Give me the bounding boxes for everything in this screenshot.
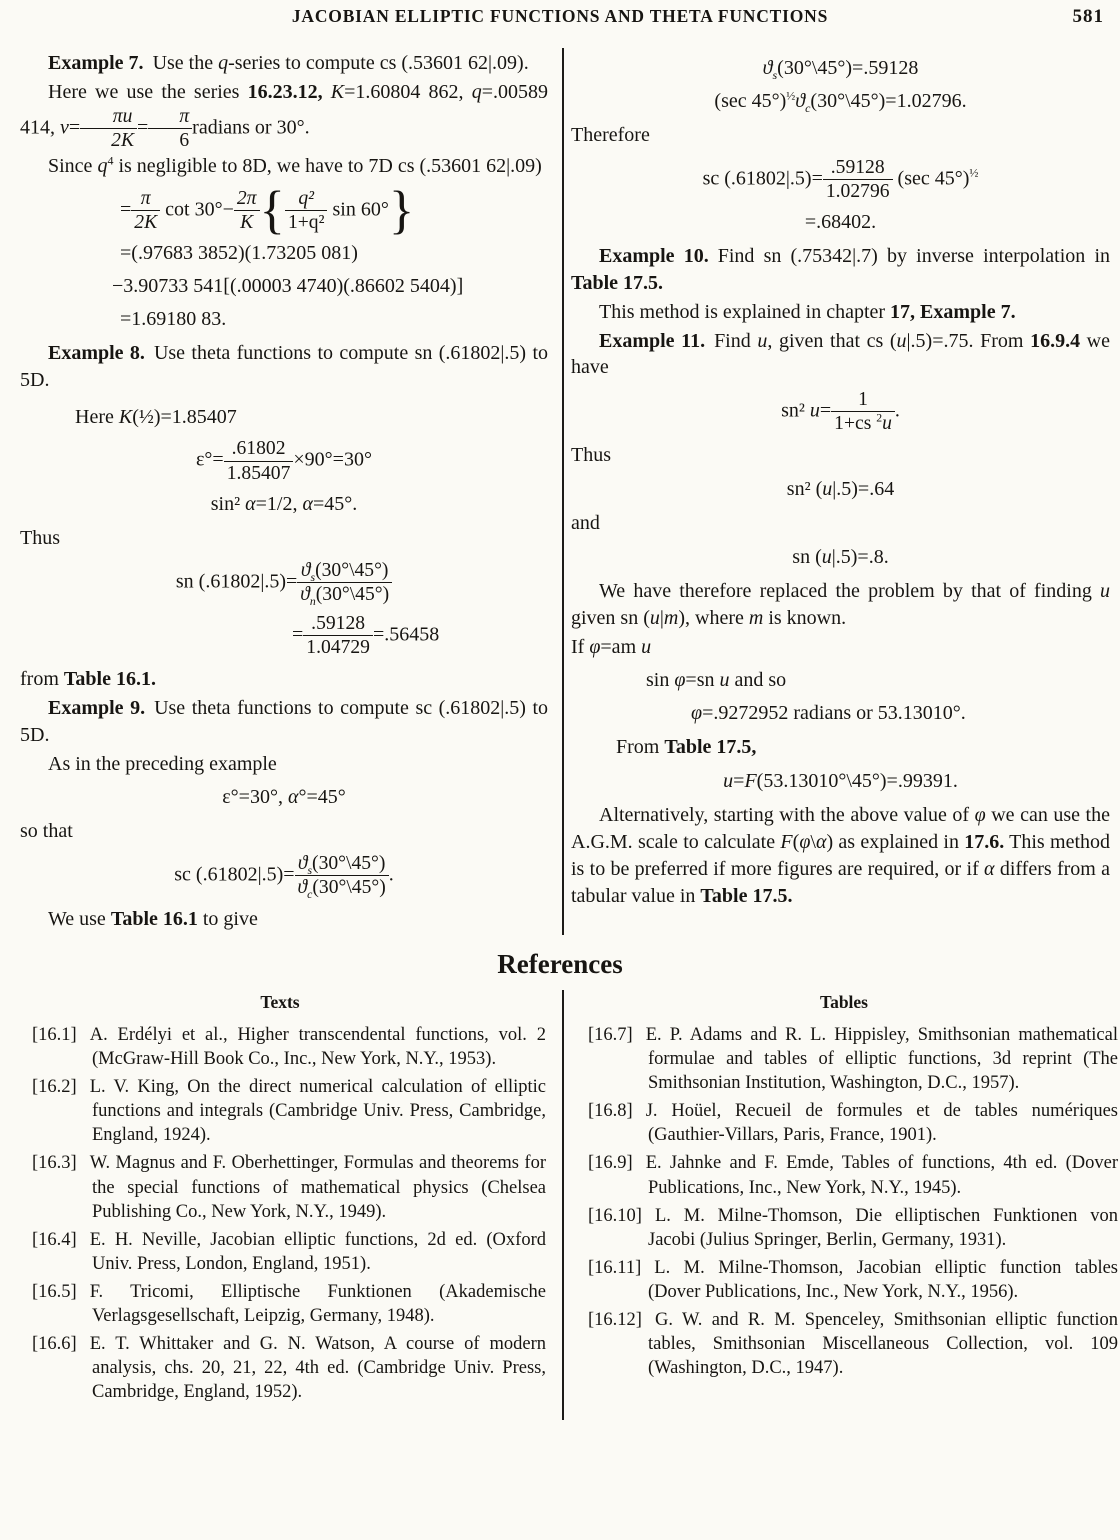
- reference-entry: [14, 1151, 546, 1223]
- text-run: sc (.61802|.5)=: [702, 167, 823, 190]
- text-run: If: [571, 635, 590, 658]
- variable: u: [896, 329, 907, 352]
- theta-symbol: ϑ: [795, 90, 806, 112]
- reference-label: [16.7]: [588, 1025, 633, 1046]
- text-run: =1.60804 862,: [344, 80, 472, 103]
- fraction-denominator: [297, 583, 392, 608]
- example-9-label: Example 9.: [48, 696, 146, 719]
- variable: φ: [691, 702, 703, 725]
- reference-text: E. T. Whittaker and G. N. Watson, A course of modern analysis, chs. 20, 21, 22, 4th ed. (Cambridge Univ. Press, Cambridge, England, 1952).: [89, 1333, 546, 1402]
- text-run: =sn: [685, 669, 720, 692]
- sn-value-equation: [571, 545, 1110, 570]
- example-columns: [0, 48, 1120, 935]
- sc-result-equation: =.68402.: [804, 211, 877, 234]
- reference-entry: [570, 1204, 1118, 1252]
- variable: φ: [674, 669, 686, 692]
- variable: u: [641, 635, 652, 658]
- text-run: (sec 45°): [714, 90, 787, 112]
- example-9-paragraph: [20, 695, 548, 749]
- section-ref: 16.23.12,: [247, 80, 323, 103]
- cs-q-series-equation: [20, 181, 548, 240]
- equation-result: =1.69180 83.: [120, 308, 227, 331]
- references-title: References: [497, 949, 623, 980]
- page-number: 581: [1072, 6, 1104, 27]
- theta-symbol: ϑ: [300, 583, 310, 605]
- reference-text: L. M. Milne-Thomson, Jacobian elliptic function tables (Dover Publications, Inc., New York, N.Y., 1956).: [648, 1257, 1118, 1302]
- phi-value-line: [571, 701, 1110, 726]
- references-texts-column: [0, 990, 562, 1420]
- fraction-denominator: 1.85407: [226, 462, 291, 484]
- reference-label: [16.11]: [588, 1257, 642, 1278]
- variable: u: [757, 329, 768, 352]
- text-run: =: [120, 197, 132, 220]
- text-run: =45°.: [312, 492, 358, 515]
- sc-theta-equation: [20, 853, 548, 902]
- reference-text: G. W. and R. M. Spenceley, Smithsonian elliptic function tables, Smithsonian Miscellaneous Collection, vol. 109 (Washington, D.C., 1947).: [648, 1309, 1118, 1378]
- text-run: =: [292, 623, 304, 646]
- reference-text: L. M. Milne-Thomson, Die elliptischen Funktionen von Jacobi (Julius Springer, Berlin, Germany, 1931).: [648, 1205, 1118, 1250]
- fraction-numerator: .59128: [303, 613, 373, 636]
- text-run: , given that cs (: [767, 329, 897, 352]
- variable: φ: [799, 830, 811, 853]
- variable: q: [471, 80, 482, 103]
- fraction: [831, 389, 895, 434]
- reference-text: A. Erdélyi et al., Higher transcendental functions, vol. 2 (McGraw-Hill Book Co., Inc., New York, N.Y., 1953).: [89, 1025, 546, 1070]
- example-7-paragraph: [20, 50, 548, 77]
- reference-entry: [14, 1280, 546, 1328]
- text-run: sn² (: [786, 478, 823, 501]
- text-run: \: [810, 830, 816, 853]
- text-run: =.9272952 radians or 53.13010°.: [702, 702, 966, 725]
- text-run: sin²: [210, 492, 246, 515]
- fraction: [224, 438, 294, 483]
- text-run: Since: [48, 154, 98, 177]
- equation-line: =(.97683 3852)(1.73205 081): [120, 242, 358, 265]
- reference-label: [16.10]: [588, 1205, 642, 1226]
- k-value-line: [20, 404, 548, 431]
- variable: F: [780, 830, 793, 853]
- text-run: °=45°: [298, 786, 346, 809]
- variable: F: [744, 770, 757, 793]
- subscript: c: [805, 101, 811, 115]
- fraction: [285, 188, 328, 233]
- variable: u: [821, 546, 832, 568]
- if-phi-line: [571, 634, 1110, 661]
- text-run: (30°\45°): [315, 583, 390, 605]
- right-column: [562, 48, 1120, 935]
- text-run: (30°\45°): [315, 559, 389, 581]
- epsilon-alpha-equation: [20, 785, 548, 810]
- reference-label: [16.2]: [32, 1077, 77, 1098]
- variable: u: [649, 606, 660, 629]
- fraction-numerator: 1: [831, 389, 895, 412]
- text-run: Find: [714, 329, 758, 352]
- superscript: ½: [969, 165, 979, 180]
- reference-label: [16.6]: [32, 1333, 77, 1354]
- subscript: c: [307, 888, 313, 902]
- fraction-denominator: 2K: [134, 211, 158, 233]
- fraction: [303, 613, 373, 658]
- sn-value-equation: [20, 613, 548, 658]
- replaced-problem-paragraph: [571, 578, 1110, 632]
- table-ref: Table 17.5,: [664, 736, 757, 759]
- right-brace: }: [388, 181, 415, 240]
- fraction-denominator: 1.04729: [306, 636, 370, 658]
- text-run: sn (: [792, 546, 822, 568]
- equation-line: −3.90733 541[(.00003 4740)(.86602 5404)]: [112, 275, 464, 298]
- superscript: ½: [786, 88, 796, 103]
- variable: u: [723, 770, 734, 793]
- variable: u: [882, 413, 892, 435]
- texts-heading: Texts: [260, 992, 300, 1013]
- fraction-denominator: 1+q²: [287, 211, 325, 233]
- text-run: is negligible to 8D, we have to 7D cs (.53601 62|.09): [113, 154, 542, 177]
- table-ref: Table 17.5.: [700, 884, 793, 907]
- table-ref: Table 16.1.: [63, 668, 156, 691]
- example-8-label: Example 8.: [48, 342, 145, 365]
- reference-text: E. H. Neville, Jacobian elliptic functions, 2d ed. (Oxford Univ. Press, London, England, 1951).: [89, 1229, 546, 1274]
- sn-squared-equation: [571, 389, 1110, 434]
- text-run: =: [68, 115, 81, 138]
- example-10-paragraph: [571, 243, 1110, 297]
- fraction-denominator: 6: [179, 129, 190, 151]
- text-run: (30°\45°): [312, 877, 386, 899]
- reference-text: F. Tricomi, Elliptische Funktionen (Akademische Verlagsgesellschaft, Leipzig, Germany, 1948).: [89, 1281, 546, 1326]
- alternatively-paragraph: [571, 802, 1110, 909]
- alpha-equation: [20, 492, 548, 517]
- fraction-numerator: q²: [285, 188, 328, 211]
- reference-text: E. Jahnke and F. Emde, Tables of functions, 4th ed. (Dover Publications, Inc., New York, N.Y., 1945).: [645, 1153, 1118, 1198]
- reference-entry: [570, 1308, 1118, 1380]
- reference-label: [16.12]: [588, 1309, 642, 1330]
- text-run: ), where: [678, 606, 749, 629]
- reference-entry: [570, 1256, 1118, 1304]
- text-run: (53.13010°\45°)=.99391.: [756, 770, 958, 793]
- text-run: =1/2,: [255, 492, 303, 515]
- example-11-paragraph: [571, 328, 1110, 382]
- section-ref: 16.9.4: [1030, 329, 1081, 352]
- text-run: =.56458: [372, 623, 440, 646]
- fraction: [295, 853, 389, 902]
- text-run: =: [137, 115, 149, 138]
- text-run: (: [792, 830, 800, 853]
- fraction-denominator: 1.02796: [825, 180, 890, 202]
- fraction-numerator: πu: [80, 106, 137, 129]
- reference-text: W. Magnus and F. Oberhettinger, Formulas and theorems for the special functions of mathematical physics (Chelsea Publishing Co., New York, N.Y., 1949).: [89, 1153, 546, 1222]
- and-line: and: [571, 512, 600, 535]
- running-title: JACOBIAN ELLIPTIC FUNCTIONS AND THETA FUNCTIONS: [291, 6, 829, 26]
- superscript: 2: [876, 411, 883, 425]
- variable: m: [748, 606, 764, 629]
- text-run: Use theta functions to compute sc (.61802|.5) to 5D.: [20, 696, 549, 746]
- text-run: Use the: [152, 52, 219, 74]
- reference-text: J. Hoüel, Recueil de formules et de tables numériques (Gauthier-Villars, Paris, France, 1901).: [645, 1101, 1118, 1146]
- reference-text: E. P. Adams and R. L. Hippisley, Smithsonian mathematical formulae and tables of elliptic functions, 3d reprint (The Smithsonian Institution, Washington, D.C., 1957).: [645, 1025, 1118, 1094]
- text-run: sc (.61802|.5)=: [174, 863, 295, 886]
- text-run: sin 60°: [327, 197, 389, 220]
- text-run: Here we use the series: [48, 80, 248, 103]
- text-run: =: [819, 399, 832, 422]
- example-8-paragraph: [20, 340, 548, 394]
- text-run: we can use the A.G.M. scale to calculate: [571, 804, 1110, 853]
- left-brace: {: [259, 181, 285, 240]
- text-run: This method is to be preferred if more figures are required, or if: [571, 830, 1110, 880]
- variable: α: [302, 492, 313, 515]
- fraction: [148, 106, 192, 151]
- reference-entry: [14, 1332, 546, 1404]
- variable: q: [97, 154, 108, 177]
- text-run: =am: [600, 635, 642, 658]
- epsilon-equation: [20, 438, 548, 483]
- fraction-numerator: [295, 853, 389, 876]
- reference-entry: [14, 1228, 546, 1276]
- section-ref: 17.6.: [964, 830, 1005, 853]
- text-run: (30°\45°): [312, 853, 386, 875]
- text-run: (½)=1.85407: [132, 405, 237, 428]
- text-run: given sn (: [571, 606, 650, 629]
- fraction: [80, 106, 137, 151]
- text-run: We use: [48, 908, 111, 931]
- fraction-denominator: [831, 412, 895, 434]
- reference-text: L. V. King, On the direct numerical calculation of elliptic functions and integrals (Cambridge Univ. Press, Cambridge, England, 1924).: [89, 1077, 546, 1146]
- variable: α: [287, 786, 299, 809]
- text-run: =: [733, 770, 745, 793]
- text-run: from: [20, 668, 64, 691]
- text-run: to give: [197, 908, 258, 931]
- text-run: This method is explained in chapter: [599, 300, 891, 323]
- reference-entry: [570, 1099, 1118, 1147]
- reference-label: [16.5]: [32, 1281, 77, 1302]
- variable: u: [719, 669, 730, 692]
- subscript: s: [310, 570, 316, 584]
- sn-squared-value-equation: [571, 477, 1110, 502]
- variable: α: [815, 830, 827, 853]
- preceding-example-line: As in the preceding example: [48, 752, 277, 775]
- fraction-numerator: [297, 560, 392, 583]
- fraction-numerator: .59128: [823, 157, 893, 180]
- text-run: |.5)=.75. From: [906, 329, 1031, 352]
- example-7-label: Example 7.: [48, 52, 144, 74]
- example-10-label: Example 10.: [599, 245, 709, 268]
- fraction-numerator: 2π: [234, 188, 260, 211]
- fraction: [297, 559, 392, 608]
- theta-s-value-equation: [571, 56, 1110, 81]
- text-run: .: [894, 399, 900, 422]
- fraction: [823, 157, 893, 202]
- text-run: ε°=: [196, 448, 224, 471]
- fraction-numerator: π: [131, 188, 160, 211]
- subscript: s: [772, 68, 778, 82]
- text-run: is known.: [763, 606, 847, 629]
- u-value-equation: [571, 769, 1110, 794]
- chapter-ref: 17, Example 7.: [890, 300, 1016, 323]
- text-run: radians or 30°.: [192, 115, 310, 138]
- text-run: Find sn (.75342|.7) by inverse interpolation in: [717, 245, 1111, 268]
- subscript: s: [307, 864, 313, 878]
- text-run: We have therefore replaced the problem by that of finding: [599, 580, 1100, 602]
- text-run: |.5)=.64: [832, 478, 895, 501]
- theta-symbol: ϑ: [297, 877, 308, 899]
- fraction: [234, 188, 260, 233]
- text-run: -series to compute cs (.53601 62|.09).: [228, 52, 529, 74]
- variable: v: [60, 115, 69, 138]
- text-run: sin: [646, 669, 675, 692]
- text-run: =.00589 414,: [20, 80, 548, 138]
- superscript: 4: [107, 153, 114, 168]
- text-run: |: [659, 606, 664, 629]
- variable: α: [984, 857, 995, 880]
- text-run: sn²: [781, 399, 810, 422]
- text-run: 1+cs: [834, 413, 877, 435]
- tables-heading: Tables: [820, 992, 868, 1013]
- text-run: Use theta functions to compute sn (.61802|.5) to 5D.: [20, 342, 548, 391]
- text-run: (30°\45°)=1.02796.: [810, 90, 967, 112]
- text-run: From: [616, 736, 665, 759]
- thus-line: Thus: [20, 526, 60, 549]
- negligible-paragraph: [20, 153, 548, 180]
- variable: φ: [974, 804, 986, 827]
- from-table-line: [20, 666, 548, 693]
- reference-entry: [570, 1151, 1118, 1199]
- from-table-17-5-line: [571, 734, 1110, 761]
- method-explained-paragraph: [571, 299, 1110, 326]
- text-run: (sec 45°): [892, 167, 970, 190]
- left-column: [0, 48, 562, 935]
- theta-symbol: ϑ: [297, 853, 308, 875]
- reference-label: [16.9]: [588, 1153, 633, 1174]
- sc-value-equation: [571, 157, 1110, 202]
- variable: u: [822, 478, 833, 501]
- reference-label: [16.8]: [588, 1101, 633, 1122]
- reference-entry: [570, 1023, 1118, 1095]
- text-run: ε°=30°,: [222, 786, 288, 809]
- text-run: (30°\45°)=.59128: [777, 57, 919, 79]
- sn-theta-equation: [20, 559, 548, 608]
- text-run: cot 30°−: [160, 197, 234, 220]
- variable: K: [322, 80, 345, 103]
- fraction: [131, 188, 160, 233]
- variable: m: [663, 606, 679, 629]
- reference-label: [16.1]: [32, 1025, 77, 1046]
- text-run: ×90°=30°: [293, 448, 372, 471]
- theta-symbol: ϑ: [300, 559, 311, 581]
- example-11-label: Example 11.: [599, 329, 706, 352]
- variable: u: [1100, 580, 1110, 602]
- variable: φ: [589, 635, 601, 658]
- sin-phi-line: [571, 668, 1110, 693]
- theta-symbol: ϑ: [762, 57, 773, 79]
- we-use-table-line: [20, 906, 548, 933]
- text-run: .: [388, 863, 394, 886]
- so-that-line: so that: [20, 820, 73, 843]
- fraction-numerator: .61802: [224, 438, 294, 461]
- table-ref: Table 17.5.: [571, 271, 664, 294]
- table-ref: Table 16.1: [110, 908, 198, 931]
- text-run: Alternatively, starting with the above value of: [599, 804, 975, 827]
- reference-entry: [14, 1075, 546, 1147]
- text-run: ) as explained in: [826, 830, 965, 853]
- series-paragraph: [20, 79, 548, 151]
- variable: K: [118, 405, 133, 428]
- references-section: [0, 949, 1120, 1420]
- references-tables-column: [562, 990, 1120, 1420]
- variable: q: [218, 52, 229, 74]
- page-header: [0, 6, 1120, 38]
- reference-entry: [14, 1023, 546, 1071]
- fraction-denominator: [295, 876, 389, 902]
- text-run: Here: [75, 405, 119, 428]
- references-columns: [0, 990, 1120, 1420]
- text-run: differs from a tabular value in: [571, 857, 1110, 907]
- thus-line: Thus: [571, 444, 611, 467]
- subscript: n: [309, 594, 316, 608]
- theta-c-value-equation: [571, 89, 1110, 114]
- text-run: sn (.61802|.5)=: [175, 569, 298, 592]
- fraction-denominator: K: [240, 211, 254, 233]
- fraction-denominator: 2K: [111, 129, 135, 151]
- variable: α: [245, 492, 256, 515]
- variable: u: [809, 399, 820, 422]
- reference-label: [16.4]: [32, 1229, 77, 1250]
- reference-label: [16.3]: [32, 1153, 77, 1174]
- text-run: and so: [729, 669, 787, 692]
- fraction-numerator: π: [148, 106, 192, 129]
- text-run: |.5)=.8.: [831, 546, 889, 568]
- therefore-line: Therefore: [571, 124, 650, 146]
- text-run: we have: [571, 329, 1110, 379]
